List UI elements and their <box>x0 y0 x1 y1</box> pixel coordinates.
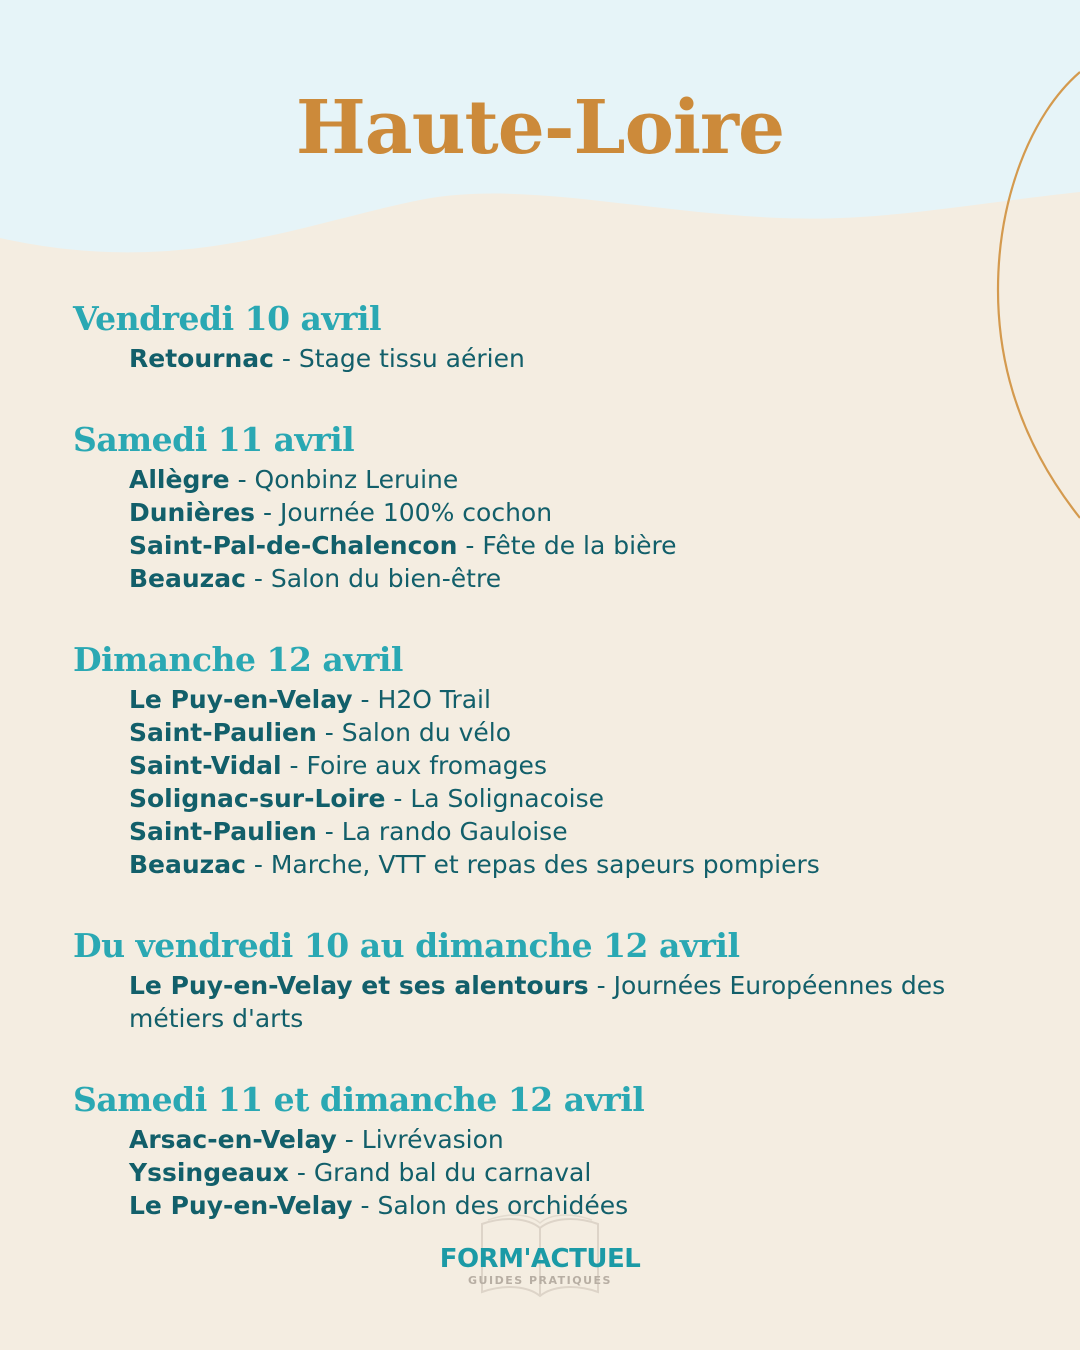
event-place: Le Puy-en-Velay <box>129 1191 353 1220</box>
event-separator: - <box>255 498 280 527</box>
event-name: H2O Trail <box>377 685 491 714</box>
event-item <box>129 496 1013 529</box>
event-separator: - <box>385 784 411 813</box>
event-place: Yssingeaux <box>129 1158 289 1187</box>
event-name: Marche, VTT et repas des sapeurs pompiers <box>270 850 820 879</box>
event-place: Le Puy-en-Velay <box>129 685 353 714</box>
event-place: Dunières <box>129 498 256 527</box>
events-list <box>73 296 1013 1264</box>
event-item <box>129 848 1013 881</box>
day-section <box>73 923 1013 1035</box>
event-separator: - <box>273 344 299 373</box>
event-item <box>129 815 1013 848</box>
event-item <box>129 529 1013 562</box>
event-item <box>129 1123 1013 1156</box>
event-place: Saint-Paulien <box>129 817 317 846</box>
page-title: Haute-Loire <box>295 85 785 171</box>
event-place: Allègre <box>129 465 230 494</box>
day-section <box>73 1077 1013 1222</box>
event-name: Stage tissu aérien <box>298 344 525 373</box>
event-place: Beauzac <box>129 564 246 593</box>
event-separator: - <box>245 564 271 593</box>
event-item <box>129 1156 1013 1189</box>
event-name: Journées Européennes des métiers d'arts <box>129 971 946 1033</box>
day-heading: Dimanche 12 avril <box>73 640 403 679</box>
logo-name: FORM'ACTUEL <box>439 1244 641 1274</box>
event-name: Salon des orchidées <box>377 1191 629 1220</box>
event-item <box>129 562 1013 595</box>
event-separator: - <box>336 1125 362 1154</box>
event-item <box>129 749 1013 782</box>
event-place: Arsac-en-Velay <box>129 1125 337 1154</box>
logo-tagline: GUIDES PRATIQUES <box>468 1274 612 1287</box>
day-heading: Samedi 11 avril <box>73 420 355 459</box>
day-heading: Du vendredi 10 au dimanche 12 avril <box>73 926 740 965</box>
event-separator: - <box>316 817 342 846</box>
event-separator: - <box>316 718 342 747</box>
event-item <box>129 969 1013 1035</box>
event-separator: - <box>281 751 307 780</box>
event-separator: - <box>588 971 614 1000</box>
event-item <box>129 342 1013 375</box>
event-place: Beauzac <box>129 850 246 879</box>
event-item <box>129 463 1013 496</box>
event-name: La Solignacoise <box>410 784 605 813</box>
event-name: Salon du vélo <box>341 718 512 747</box>
logo <box>0 1212 1080 1304</box>
day-heading: Samedi 11 et dimanche 12 avril <box>73 1080 645 1119</box>
event-place: Solignac-sur-Loire <box>129 784 386 813</box>
event-place: Saint-Vidal <box>129 751 282 780</box>
event-name: Journée 100% cochon <box>279 498 553 527</box>
day-section <box>73 417 1013 595</box>
event-place: Le Puy-en-Velay et ses alentours <box>129 971 589 1000</box>
event-name: Qonbinz Leruine <box>254 465 459 494</box>
event-separator: - <box>457 531 483 560</box>
event-item <box>129 683 1013 716</box>
event-item <box>129 782 1013 815</box>
event-separator: - <box>352 685 378 714</box>
event-item <box>129 716 1013 749</box>
event-name: Salon du bien-être <box>270 564 502 593</box>
event-name: Fête de la bière <box>482 531 677 560</box>
event-place: Saint-Pal-de-Chalencon <box>129 531 458 560</box>
event-name: La rando Gauloise <box>341 817 568 846</box>
event-place: Saint-Paulien <box>129 718 317 747</box>
event-name: Foire aux fromages <box>306 751 547 780</box>
day-heading: Vendredi 10 avril <box>73 299 382 338</box>
event-name: Livrévasion <box>361 1125 504 1154</box>
event-separator: - <box>229 465 255 494</box>
day-section <box>73 637 1013 881</box>
event-separator: - <box>352 1191 378 1220</box>
event-place: Retournac <box>129 344 274 373</box>
day-section <box>73 296 1013 375</box>
event-name: Grand bal du carnaval <box>313 1158 592 1187</box>
event-separator: - <box>288 1158 314 1187</box>
event-separator: - <box>245 850 271 879</box>
